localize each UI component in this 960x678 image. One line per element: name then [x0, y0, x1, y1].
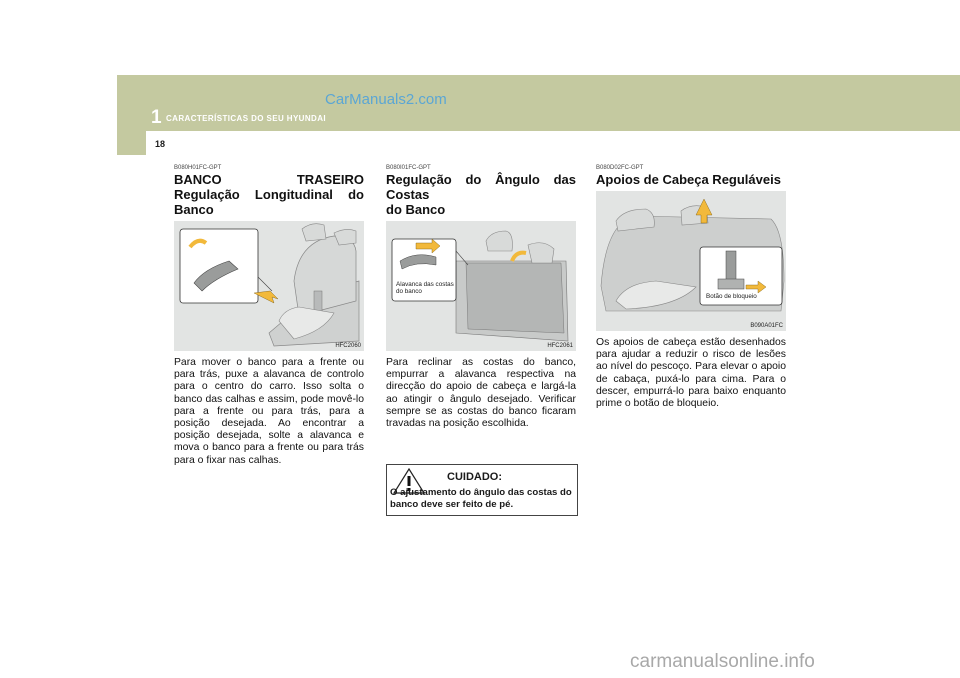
- figure-code: HFC2060: [335, 343, 361, 349]
- page-number-tab: [117, 131, 146, 155]
- caution-title: CUIDADO:: [447, 471, 502, 483]
- page-number: 18: [155, 139, 166, 149]
- headrest-illustration: [596, 191, 786, 331]
- section-body: Para mover o banco para a frente ou para trás, puxe a alavanca de controlo para o centro do carro. Isso solta o banco das calhas e assim, pode movê-lo para a frente ou para trás, para a posição desejada. Ao encontrar a posição desejada, solte a alavanca e mova o banco para a frente ou para trás para o fixar nas calhas.: [174, 357, 364, 466]
- figure-code: B090A01FC: [750, 323, 783, 329]
- section-code: B080I01FC-GPT: [386, 165, 431, 171]
- section-body: Os apoios de cabeça estão desenhados para ajudar a reduzir o risco de lesões ao nível do pescoço. Para elevar o apoio de cabaça, puxá-lo para cima. Para o descer, empurrá-lo para baixo enquanto prime o botão de bloqueio.: [596, 337, 786, 410]
- footer-watermark-link[interactable]: carmanualsonline.info: [630, 651, 815, 672]
- rear-seat-illustration: [174, 221, 364, 351]
- caution-box: [386, 464, 578, 516]
- section-heading-line: BANCO TRASEIRO: [174, 172, 364, 187]
- figure-label: Alavanca das costas do banco: [396, 281, 454, 295]
- section-code: B080D02FC-GPT: [596, 165, 644, 171]
- section-seatback-angle: [386, 165, 576, 430]
- section-headrests: [596, 165, 786, 410]
- chapter-title: CARACTERÍSTICAS DO SEU HYUNDAI: [166, 114, 327, 123]
- section-heading-line: Apoios de Cabeça Reguláveis: [596, 172, 781, 187]
- section-heading-line: Regulação Longitudinal do: [174, 187, 364, 202]
- section-code: B080H01FC-GPT: [174, 165, 222, 171]
- seatback-illustration: [386, 221, 576, 351]
- section-rear-seat: [174, 165, 364, 467]
- section-heading-line: Banco: [174, 202, 214, 217]
- figure-code: HFC2061: [547, 343, 573, 349]
- section-heading-line: do Banco: [386, 202, 446, 217]
- watermark-link[interactable]: CarManuals2.com: [325, 91, 447, 108]
- section-body: Para reclinar as costas do banco, empurrar a alavanca respectiva na direcção do apoio de cabeça e largá-la ao atingir o ângulo desejado. Verificar sempre se as costas do banco ficaram travadas na posição escolhida.: [386, 357, 576, 430]
- chapter-number: 1: [151, 107, 162, 128]
- caution-text: O ajustamento do ângulo das costas do banco deve ser feito de pé.: [390, 487, 572, 510]
- section-heading-line: Regulação do Ângulo das Costas: [386, 172, 576, 202]
- figure-label: Botão de bloqueio: [706, 293, 757, 300]
